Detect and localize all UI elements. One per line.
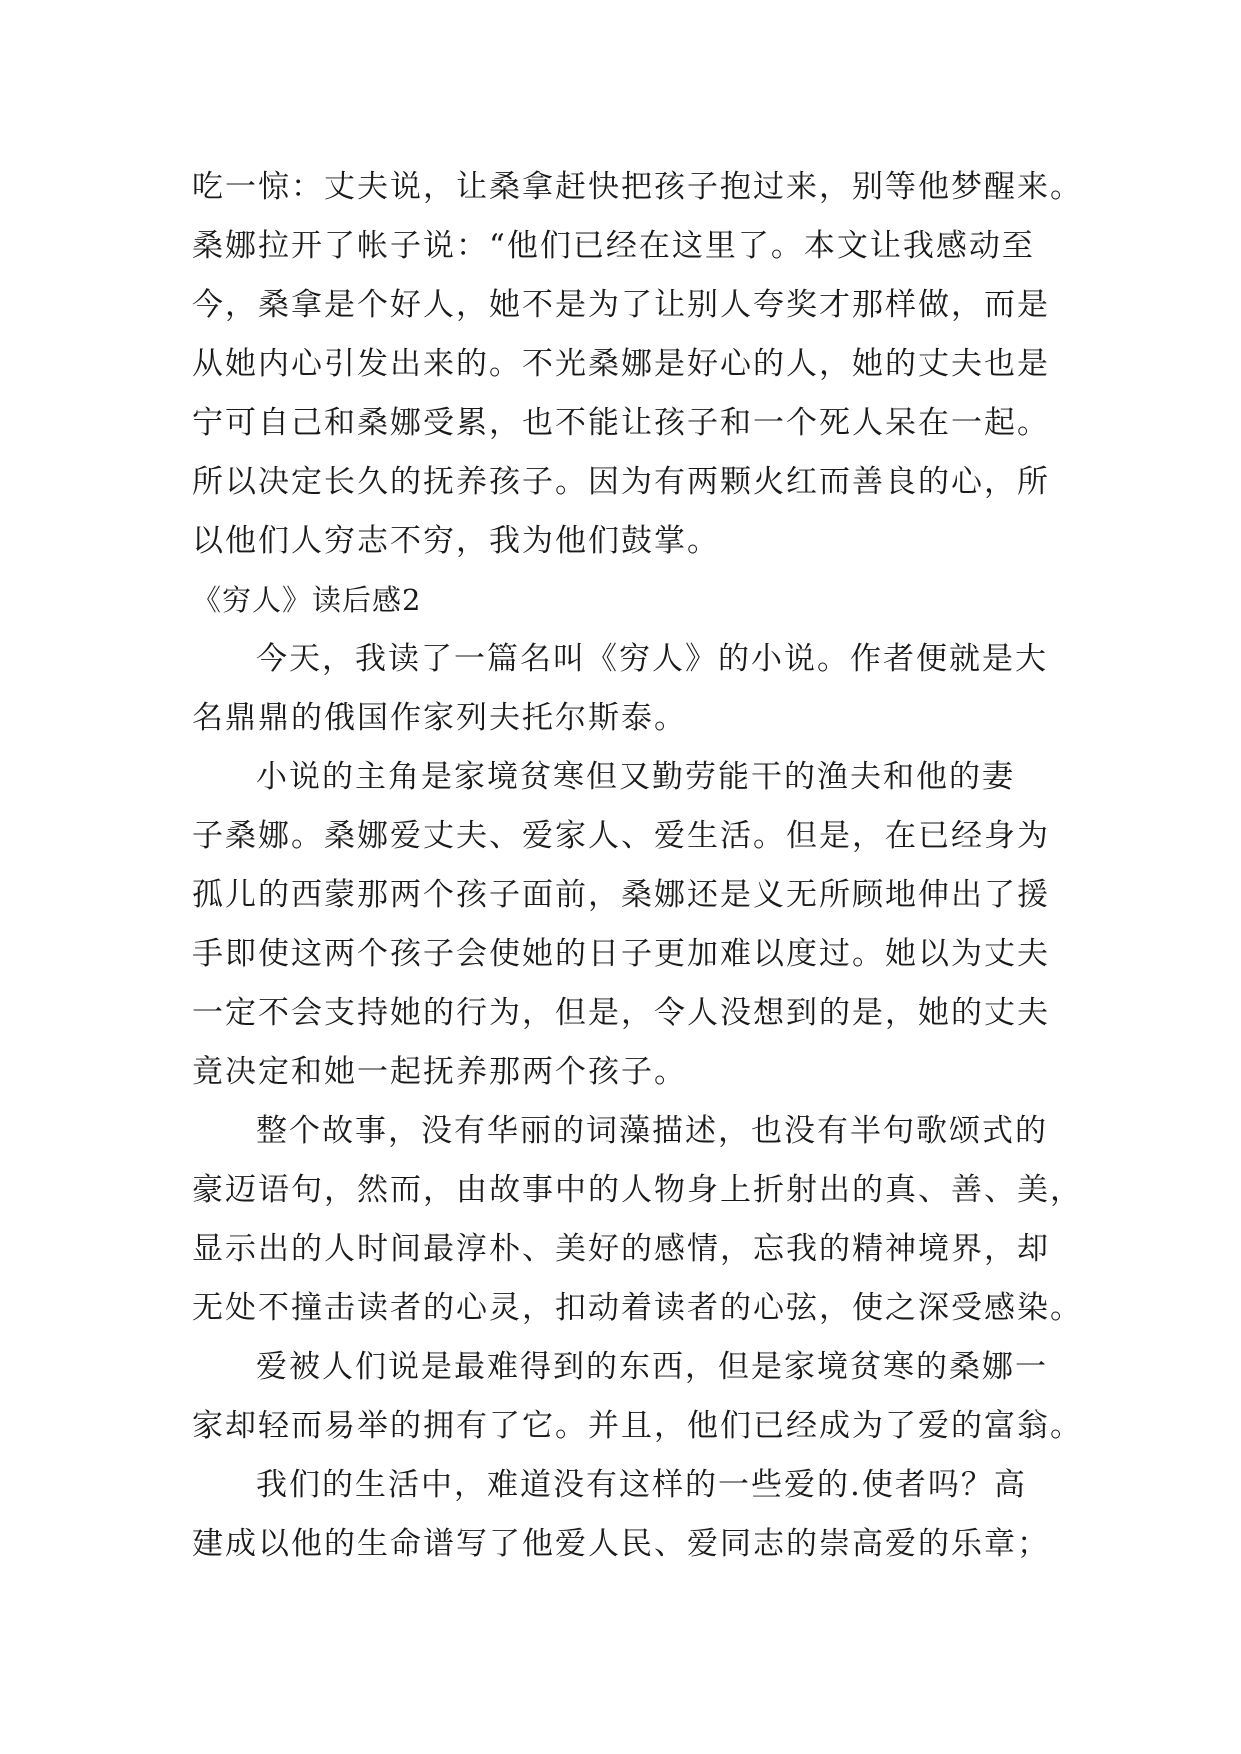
text-line: 今，桑拿是个好人，她不是为了让别人夸奖才那样做，而是 — [192, 287, 1050, 323]
paragraph — [192, 630, 1052, 748]
text-line: 所以决定长久的抚养孩子。因为有两颗火红而善良的心，所 — [192, 464, 1050, 500]
text-line: 以他们人穷志不穷，我为他们鼓掌。 — [192, 523, 720, 559]
document-body — [192, 158, 1083, 1574]
text-line: 无处不撞击读者的心灵，扣动着读者的心弦，使之深受感染。 — [192, 1290, 1083, 1326]
text-line: 家却轻而易举的拥有了它。并且，他们已经成为了爱的富翁。 — [192, 1408, 1083, 1444]
text-line: 显示出的人时间最淳朴、美好的感情，忘我的精神境界，却 — [192, 1231, 1050, 1267]
text-line: 名鼎鼎的俄国作家列夫托尔斯泰。 — [192, 700, 687, 736]
text-line: 我们的生活中，难道没有这样的一些爱的.使者吗？高 — [256, 1467, 1027, 1503]
text-line: 一定不会支持她的行为，但是，令人没想到的是，她的丈夫 — [192, 995, 1050, 1031]
section-title: 《穷人》读后感2 — [192, 583, 422, 617]
text-line: 建成以他的生命谱写了他爱人民、爱同志的崇高爱的乐章； — [192, 1526, 1050, 1562]
text-line: 桑娜拉开了帐子说：“他们已经在这里了。本文让我感动至 — [192, 228, 1035, 264]
text-line: 今天，我读了一篇名叫《穷人》的小说。作者便就是大 — [256, 641, 1048, 677]
text-line: 宁可自己和桑娜受累，也不能让孩子和一个死人呆在一起。 — [192, 405, 1050, 441]
paragraph — [192, 1456, 1052, 1574]
text-line: 手即使这两个孩子会使她的日子更加难以度过。她以为丈夫 — [192, 936, 1050, 972]
text-line: 孤儿的西蒙那两个孩子面前，桑娜还是义无所顾地伸出了援 — [192, 877, 1050, 913]
paragraph — [192, 1102, 1083, 1338]
text-line: 整个故事，没有华丽的词藻描述，也没有半句歌颂式的 — [256, 1113, 1048, 1149]
paragraph — [192, 748, 1052, 1102]
text-line: 竟决定和她一起抚养那两个孩子。 — [192, 1054, 687, 1090]
text-line: 小说的主角是家境贫寒但又勤劳能干的渔夫和他的妻 — [256, 759, 1015, 795]
text-line: 从她内心引发出来的。不光桑娜是好心的人，她的丈夫也是 — [192, 346, 1050, 382]
paragraph — [192, 1338, 1083, 1456]
text-line: 子桑娜。桑娜爱丈夫、爱家人、爱生活。但是，在已经身为 — [192, 818, 1050, 854]
text-line: 爱被人们说是最难得到的东西，但是家境贫寒的桑娜一 — [256, 1349, 1048, 1385]
text-line: 吃一惊：丈夫说，让桑拿赶快把孩子抱过来，别等他梦醒来。 — [192, 169, 1083, 205]
intro-text — [192, 158, 1083, 571]
text-line: 豪迈语句，然而，由故事中的人物身上折射出的真、善、美， — [192, 1172, 1083, 1208]
